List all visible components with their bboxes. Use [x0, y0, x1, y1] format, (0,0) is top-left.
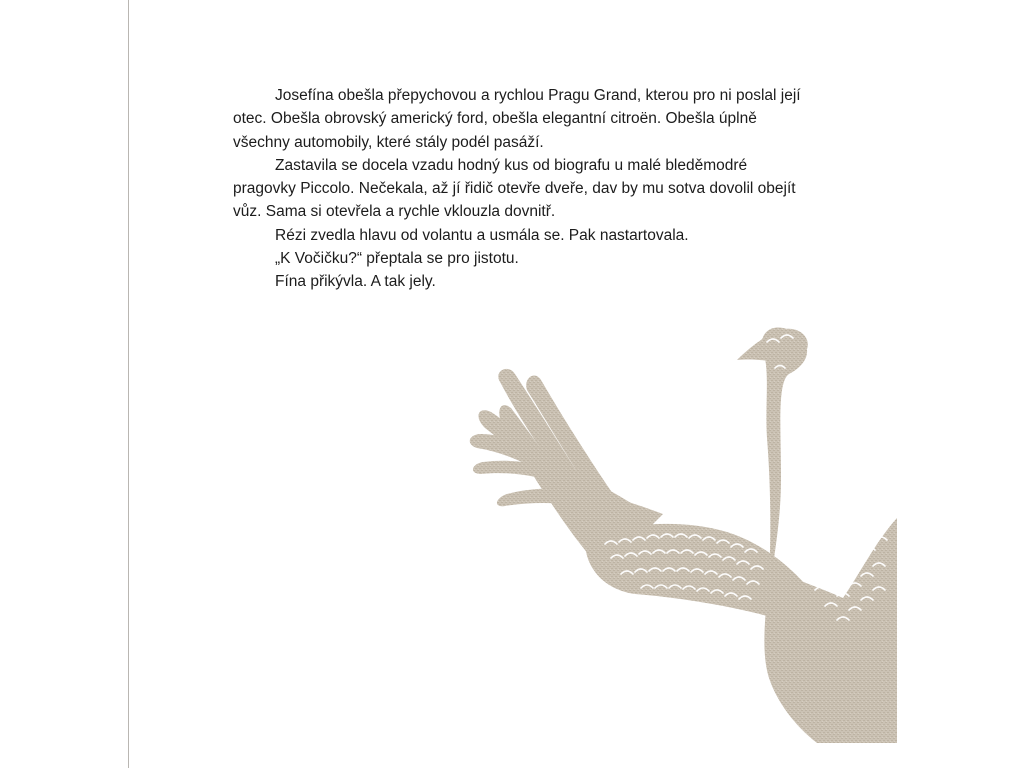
swan-body — [762, 327, 897, 743]
swan-illustration — [465, 318, 897, 743]
story-text — [233, 84, 813, 294]
paragraph: Fína přikývla. A tak jely. — [275, 273, 436, 291]
paragraph: Zastavila se docela vzadu hodný kus od biografu u malé bleděmodré pragovky Piccolo. Nečekala, až jí řidič otevře dveře, dav by mu sotva dovolil obejít vůz. Sama si otevřela a rychle vklouzla dovnitř. — [233, 156, 796, 221]
paragraph: Josefína obešla přepychovou a rychlou Pragu Grand, kterou pro ni poslal její otec. Obešla obrovský americký ford, obešla elegantní citroën. Obešla úplně všechny automobily, které stály podél pasáží. — [233, 87, 801, 151]
paragraph: „K Vočičku?“ přeptala se pro jistotu. — [275, 250, 519, 268]
page-gutter-line — [128, 0, 129, 768]
paragraph: Rézi zvedla hlavu od volantu a usmála se. Pak nastartovala. — [275, 226, 689, 244]
swan-head — [737, 329, 808, 362]
